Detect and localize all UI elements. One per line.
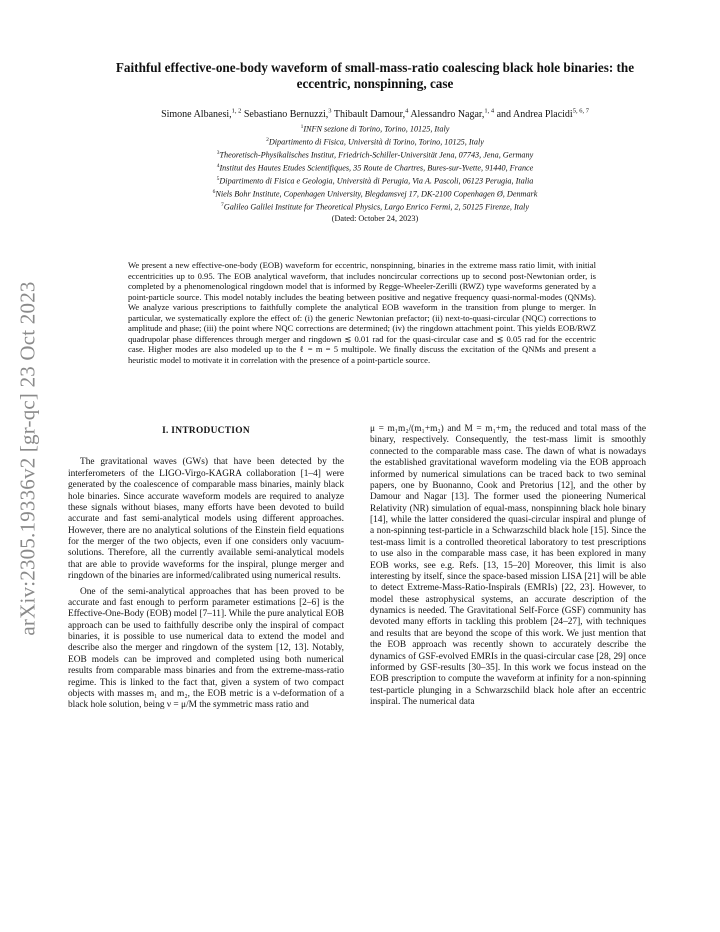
paper-title: Faithful effective-one-body waveform of small-mass-ratio coalescing black hole binaries: the eccentric, nonspinning, case bbox=[115, 60, 635, 91]
author-1: Simone Albanesi,$^{1, 2}$ bbox=[161, 108, 242, 121]
paragraph: μ = m₁m₂/(m₁+m₂) and M = m₁+m₂ the reduced and total mass of the binary, respectively. Consequently, the test-mass limit is smoothly connected to the comparable mass case. The dawn of what is nowadays the established gravitational waveform modeling via the EOB approach informed by numerical simulations can be traced back to two seminal papers, one by Buonanno, Cook and Pretorius [12], and the other by Damour and Nagar [13]. The former used the pioneering Numerical Relativity (NR) simulation of equal-mass, nonspinning black hole binary [14], while the latter considered the quasi-circular inspiral and plunge of a non-spinning test-particle in a Schwarzschild black hole [15]. Since the test-mass limit is a controlled theoretical laboratory to test prescriptions to use also in the comparable mass case, it has been explored in many EOB works, see e.g. Refs. [13, 15–20] Moreover, this limit is also interesting by itself, since the space-based mission LISA [21] will be able to detect Extreme-Mass-Ratio-Inspirals (EMRIs) [22, 23]. However, to model these astrophysical systems, an accurate description of the dynamics is needed. The Gravitational Self-Force (GSF) community has devoted many efforts in tackling this problem [24–27], with techniques and results that are beyond the scope of this work. We just mention that the EOB approach was recently shown to accurately describe the dynamics of GSF-evolved EMRIs in the quasi-circular case [28, 29] once informed by GSF-results [30–35]. In this work we focus instead on the EOB prescription to compute the waveform at infinity for a non-spinning test-particle plunging in a Schwarzschild black hole after an eccentric inspiral. The numerical data bbox=[370, 424, 646, 707]
affiliation-7: $^7$Galileo Galilei Institute for Theoretical Physics, Largo Enrico Fermi, 2, 50125 Firenze, Italy bbox=[221, 202, 529, 212]
section-heading: I. INTRODUCTION bbox=[162, 426, 250, 436]
arxiv-identifier[interactable]: arXiv:2305.19336v2 [gr-qc] 23 Oct 2023 bbox=[15, 280, 40, 636]
affiliation-5: $^5$Dipartimento di Fisica e Geologia, Università di Perugia, Via A. Pascoli, 06123 Perugia, Italia bbox=[216, 176, 534, 186]
affiliation-2: $^2$Dipartimento di Fisica, Università di Torino, Torino, 10125, Italy bbox=[266, 137, 484, 147]
author-4: Alessandro Nagar,$^{1, 4}$ bbox=[408, 108, 495, 121]
affiliation-4: $^4$Institut des Hautes Etudes Scientifiques, 35 Route de Chartres, Bures-sur-Yvette, 91440, France bbox=[216, 163, 534, 173]
affiliation-3: $^3$Theoretisch-Physikalisches Institut, Friedrich-Schiller-Universität Jena, 07743, Jena, Germany bbox=[216, 150, 534, 160]
author-3: Thibault Damour,$^4$ bbox=[331, 108, 409, 121]
affiliation-1: $^1$INFN sezione di Torino, Torino, 10125, Italy bbox=[300, 124, 450, 134]
paragraph: The gravitational waves (GWs) that have been detected by the interferometers of the LIGO-Virgo-KAGRA collaboration [1–4] were generated by the coalescence of comparable mass binaries, mainly black hole binaries. Since accurate waveform models are required to analyze these signals without biases, many efforts have been devoted to build accurate and fast semi-analytical models using different approaches. However, there are no analytical solutions of the Einstein field equations for the merger of the two objects, even if one considers only vacuum-solutions. Therefore, all the currently available semi-analytical models that are able to provide waveforms for the inspiral, plunge merger and ringdown of the binaries are informed/calibrated using numerical results. bbox=[68, 457, 344, 582]
paragraph: One of the semi-analytical approaches that has been proved to be accurate and fast enough to perform parameter estimations [2–6] is the Effective-One-Body (EOB) model [7–11]. While the pure analytical EOB approach can be used to faithfully describe only the inspiral of compact binaries, it is possible to use numerical data to extend the model and describe also the merger and ringdown of the system [12, 13]. Notably, EOB models can be improved and completed using both numerical results from comparable mass binaries and from the extreme-mass-ratio regime. This is linked to the fact that, given a system of two compact objects with masses m₁ and m₂, the EOB metric is a ν-deformation of a black hole solution, being ν = μ/M the symmetric mass ratio and bbox=[68, 586, 344, 711]
abstract: We present a new effective-one-body (EOB) waveform for eccentric, nonspinning, binaries in the extreme mass ratio limit, with initial eccentricities up to 0.95. The EOB analytical waveform, that includes noncircular corrections up to second post-Newtonian order, is completed by a phenomenological ringdown model that is informed by Regge-Wheeler-Zerilli (RWZ) type waveforms generated by a point-particle source. This model notably includes the beating between positive and negative frequency quasi-normal-modes (QNMs). We analyze various prescriptions to faithfully complete the analytical EOB waveform in the transition from plunge to merger. In particular, we systematically explore the effect of: (i) the generic Newtonian prefactor; (ii) next-to-quasi-circular (NQC) corrections to amplitude and phase; (iii) the point where NQC corrections are determined; (iv) the ringdown attachment point. This yields EOB/RWZ quadrupolar phase differences through merger and ringdown ≲ 0.01 rad for the quasi-circular case and ≲ 0.05 rad for the eccentric case. Higher modes are also modeled up to the ℓ = m = 5 multipole. We finally discuss the excitation of the QNMs and present a heuristic model to motivate it in correlation with the presence of a point-particle source. bbox=[128, 260, 596, 365]
affiliation-list bbox=[90, 122, 660, 225]
author-list bbox=[70, 106, 680, 121]
affiliation-6: $^6$Niels Bohr Institute, Copenhagen University, Blegdamsvej 17, DK-2100 Copenhagen Ø, Denmark bbox=[212, 189, 538, 199]
arxiv-sidebar-stamp bbox=[8, 248, 48, 668]
left-column bbox=[68, 424, 344, 712]
dated-line: (Dated: October 24, 2023) bbox=[331, 214, 419, 224]
author-2: Sebastiano Bernuzzi,$^3$ bbox=[241, 108, 332, 121]
author-5: and Andrea Placidi$^{5, 6, 7}$ bbox=[494, 108, 589, 121]
right-column bbox=[370, 424, 646, 708]
